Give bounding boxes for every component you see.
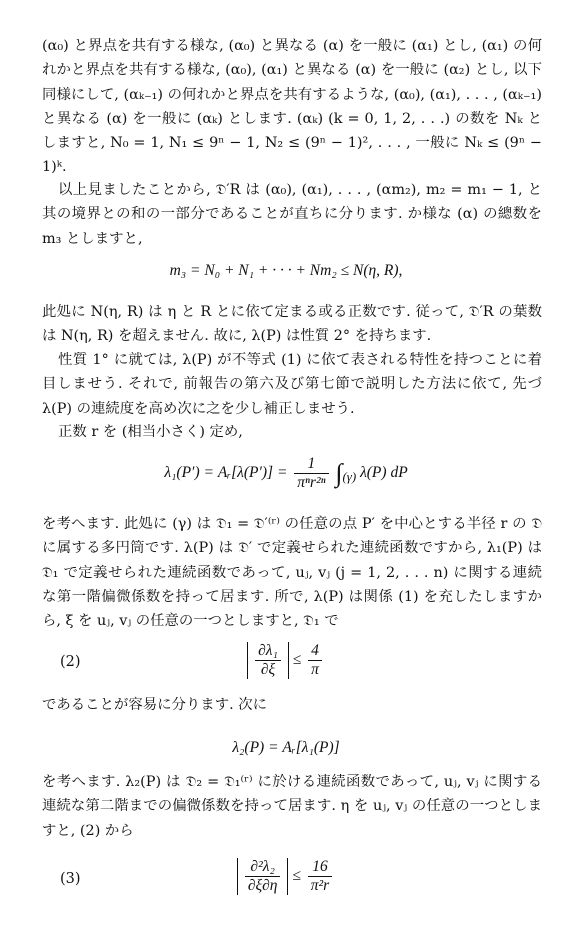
equation-m3: m₃ = N₀ + N₁ + · · · + Nm₂ ≤ N(η, R), xyxy=(169,262,403,279)
integral-domain: (γ) xyxy=(342,469,357,485)
equation-lambda1 xyxy=(0,455,572,492)
bound-numerator: 4 xyxy=(308,642,322,661)
integral-sign: ∫ xyxy=(335,458,343,488)
paragraph-polycylinder: を考へます. 此処に (γ) は 𝔇₁ = 𝔇′⁽ʳ⁾ の任意の点 P′ を中心とする半径 r の 𝔇 に属する多円筒です. λ(P) は 𝔇′ で定義せられた連続函数ですから, λ₁(P) は 𝔇₁ で定義せられた連続函数であって, uⱼ, vⱼ (j = 1, 2, . . . n) に関する連続な第一階偏微係数を持って居ます. 所で, λ(P) は関係 (1) を充したしますから, ξ を uⱼ, vⱼ の任意の一つとしますと, 𝔇₁ で xyxy=(42,516,542,630)
equation-2-relation: ≤ xyxy=(292,651,302,669)
bound-denominator: π xyxy=(311,661,319,678)
second-derivative-denominator: ∂ξ∂η xyxy=(247,877,278,894)
derivative-fraction xyxy=(255,642,281,679)
equation-lambda1-fraction xyxy=(294,455,328,492)
equation-3-relation: ≤ xyxy=(292,867,301,885)
fraction-denominator: πⁿr²ⁿ xyxy=(297,474,326,491)
derivative-denominator: ∂ξ xyxy=(260,661,276,678)
paragraph-choose-r: 正数 r を (相当小さく) 定め, xyxy=(58,424,243,440)
second-derivative-fraction xyxy=(245,858,281,895)
bound3-denominator: π²r xyxy=(310,877,330,894)
paragraph-summary: 以上見ましたことから, 𝔇′R は (α₀), (α₁), . . . , (αm₂), m₂ = m₁ − 1, と其の境界との和の一部分であることが直ちに分ります. か様な (α) の總数を m₃ としますと, xyxy=(42,182,542,247)
equation-lambda1-integrand: λ(P) dP xyxy=(360,464,408,482)
paragraph-second-derivatives: を考へます. λ₂(P) は 𝔇₂ = 𝔇₁⁽ʳ⁾ に於ける連続函数であって, uⱼ, vⱼ に関する連続な第二階までの偏微係数を持って居ます. η を uⱼ, vⱼ の任意の一つとしますと, (2) から xyxy=(42,774,542,839)
equation-2-number: (2) xyxy=(60,654,81,670)
second-derivative-numerator: ∂²λ₂ xyxy=(245,858,281,877)
derivative-numerator: ∂λ₁ xyxy=(255,642,281,661)
equation-3-number: (3) xyxy=(60,871,81,887)
equation-3-bound xyxy=(308,858,332,895)
equation-lambda2: λ₂(P) = Aᵣ[λ₁(P)] xyxy=(232,739,340,756)
paragraph-alpha-construction: (α₀) と界点を共有する様な, (α₀) と異なる (α) を一般に (α₁) とし, (α₁) の何れかと界点を共有する様な, (α₀), (α₁) と異なる (α) を一般に (α₂) とし, 以下同様にして, (αₖ₋₁) の何れかと界点を共有するような, (α₀), (α₁), . . . , (αₖ₋₁) と異なる (α) を一般に (αₖ) とします. (αₖ) (k = 0, 1, 2, . . .) の数を Nₖ としますと, N₀ = 1, N₁ ≤ 9ⁿ − 1, N₂ ≤ (9ⁿ − 1)², . . . , 一般に Nₖ ≤ (9ⁿ − 1)ᵏ. xyxy=(42,38,542,176)
equation-2-bound xyxy=(308,642,322,679)
fraction-numerator: 1 xyxy=(294,455,328,474)
equation-lambda1-lhs: λ₁(P′) = Aᵣ[λ(P′)] = xyxy=(164,464,288,482)
equation-2-abs xyxy=(247,642,289,679)
equation-3 xyxy=(0,858,572,895)
paragraph-easily-seen: であることが容易に分ります. 次に xyxy=(42,697,268,713)
bound3-numerator: 16 xyxy=(308,858,332,877)
equation-3-abs xyxy=(237,858,289,895)
equation-2 xyxy=(0,642,572,679)
paragraph-property-one: 性質 1° に就ては, λ(P) が不等式 (1) に依て表される特性を持つことに着目しませう. それで, 前報告の第六及び第七節で説明した方法に依て, 先づ λ(P) の連続度を高め次に之を少し補正しませう. xyxy=(42,352,542,417)
paragraph-sheet-count: 此処に N(η, R) は η と R とに依て定まる或る正数です. 従って, 𝔇′R の葉数は N(η, R) を超えません. 故に, λ(P) は性質 2° を持ちます. xyxy=(42,304,542,345)
